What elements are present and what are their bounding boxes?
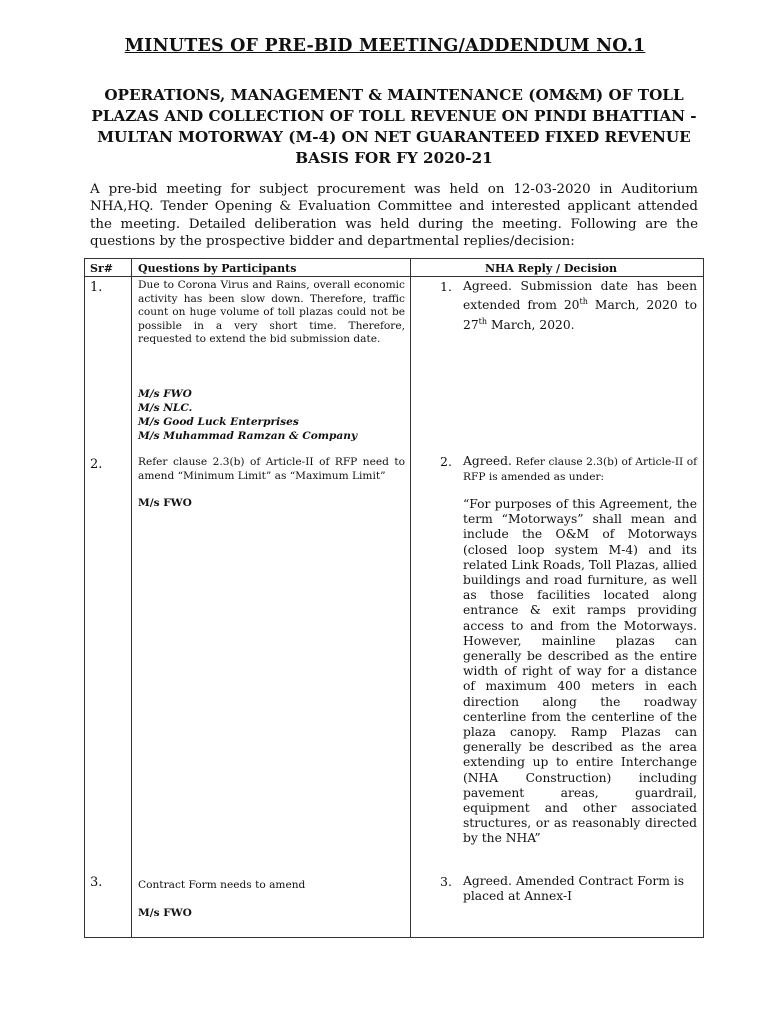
intro-paragraph: A pre-bid meeting for subject procurement was held on 12-03-2020 in Auditorium NHA,HQ. Tender Opening & Evaluation Committee and interested applicant attended the meeting. Detailed deliberation was held during the meeting. Following are the questions by the prospective bidder and departmental replies/decision: xyxy=(90,182,698,250)
header-reply: NHA Reply / Decision xyxy=(485,262,618,275)
row3-question: Contract Form needs to amend xyxy=(138,879,306,891)
col-divider-2 xyxy=(410,258,411,937)
row3-bidder-1: M/s FWO xyxy=(138,907,192,919)
row1-reply: Agreed. Submission date has been extended from 20th March, 2020 to 27th March, 2020. xyxy=(463,279,697,332)
document-title: MINUTES OF PRE-BID MEETING/ADDENDUM NO.1 xyxy=(124,36,646,56)
table-header-divider xyxy=(84,276,704,277)
row1-reply-num: 1. xyxy=(440,279,452,294)
header-questions: Questions by Participants xyxy=(138,262,297,275)
row3-sr: 3. xyxy=(90,875,103,890)
row3-reply: Agreed. Amended Contract Form is placed at Annex-I xyxy=(463,874,685,904)
row2-question: Refer clause 2.3(b) of Article-II of RFP need to amend “Minimum Limit” as “Maximum Limit” xyxy=(138,456,405,482)
document-subtitle: OPERATIONS, MANAGEMENT & MAINTENANCE (OM&M) OF TOLL PLAZAS AND COLLECTION OF TOLL REVENUE ON PINDI BHATTIAN - MULTAN MOTORWAY (M-4) ON NET GUARANTEED FIXED REVENUE BASIS FOR FY 2020-21 xyxy=(91,86,697,167)
row1-bidder-1: M/s FWO xyxy=(138,388,192,400)
row1-sr: 1. xyxy=(90,280,103,295)
row2-sr: 2. xyxy=(90,457,103,472)
row2-bidder-1: M/s FWO xyxy=(138,497,192,509)
row1-question: Due to Corona Virus and Rains, overall economic activity has been slow down. Therefore, traffic count on huge volume of toll plazas could not be possible in a very short time. Therefore, requested to extend the bid submission date. xyxy=(138,279,405,345)
row1-bidder-3: M/s Good Luck Enterprises xyxy=(138,416,299,428)
row2-reply-num: 2. xyxy=(440,454,452,469)
col-divider-1 xyxy=(131,258,132,937)
row2-reply: Agreed. Refer clause 2.3(b) of Article-II of RFP is amended as under: xyxy=(463,454,697,483)
row1-bidder-2: M/s NLC. xyxy=(138,402,193,414)
header-sr: Sr# xyxy=(90,262,113,275)
row3-reply-num: 3. xyxy=(440,874,452,889)
row1-bidder-4: M/s Muhammad Ramzan & Company xyxy=(138,430,358,442)
row2-reply-quote: “For purposes of this Agreement, the term “Motorways” shall mean and include the O&M of Motorways (closed loop system M-4) and its related Link Roads, Toll Plazas, allied buildings and road furniture, as well as those facilities located along entrance & exit ramps providing access to and from the Motorways. However, mainline plazas can generally be described as the entire width of right of way for a distance of maximum 400 meters in each direction along the roadway centerline from the centerline of the plaza canopy. Ramp Plazas can generally be described as the area extending up to entire Interchange (NHA Construction) including pavement areas, guardrail, equipment and other associated structures, or as reasonably directed by the NHA” xyxy=(463,497,697,846)
